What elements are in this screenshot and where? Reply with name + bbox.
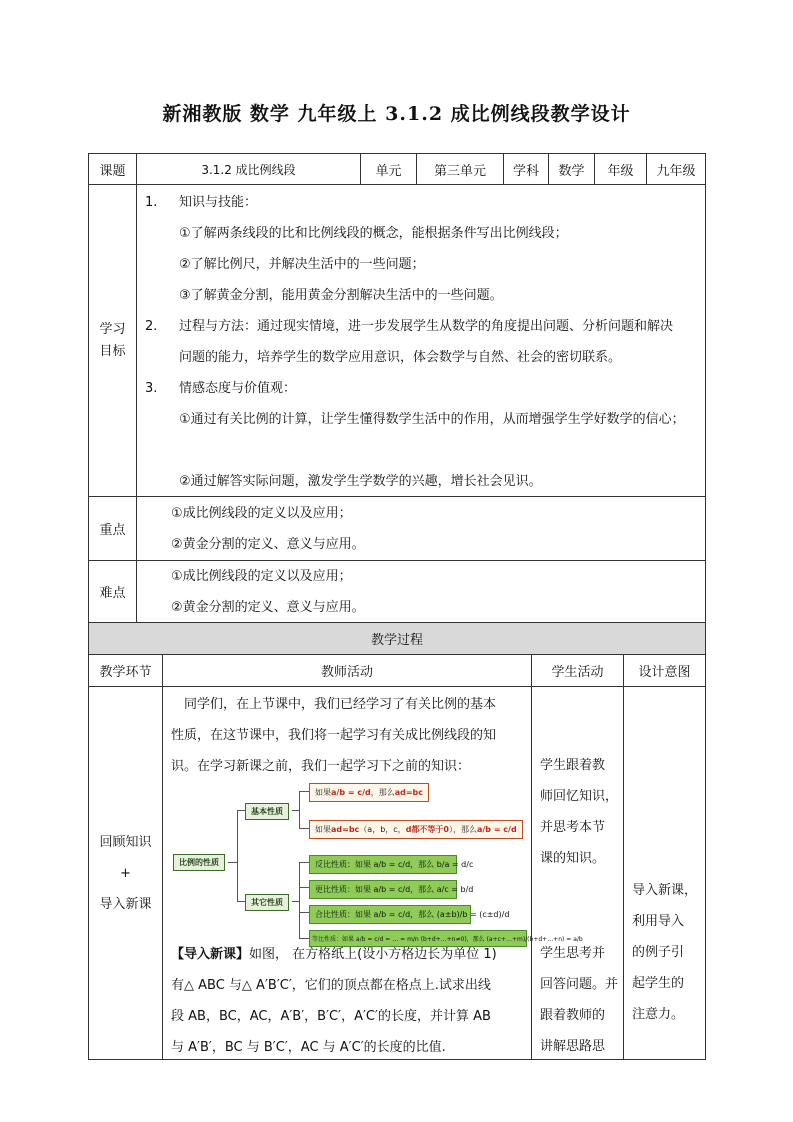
keypoints-content — [136, 496, 706, 561]
teacher-intro-line: 同学们，在上节课中，我们已经学习了有关比例的基本 — [184, 697, 497, 712]
new-lesson-line: 段 AB，BC，AC，A′B′，B′C′，A′C′的长度，并计算 AB — [171, 1009, 491, 1024]
stage-cell — [88, 686, 163, 1060]
goals-label-line2: 目标 — [99, 343, 126, 359]
student-line: 回答问题。并 — [540, 977, 619, 992]
intent-line: 的例子引 — [632, 945, 685, 960]
mindmap-root: 比例的性质 — [173, 854, 225, 871]
new-lesson-line: 与 A′B′，BC 与 B′C′，AC 与 A′C′的长度的比值. — [171, 1040, 446, 1055]
goal-item-text: ①了解两条线段的比和比例线段的概念，能根据条件写出比例线段； — [179, 226, 568, 241]
goal-item-number: 3. — [145, 381, 158, 396]
goal-item — [145, 187, 685, 218]
intent-cell — [623, 686, 706, 1060]
intent-line: 导入新课， — [632, 883, 698, 898]
goal-item-text: ②通过解答实际问题，激发学生学数学的兴趣，增长社会见识。 — [179, 474, 542, 489]
goal-item-number: 1. — [145, 195, 158, 210]
mm-result: ad=bc — [394, 788, 424, 797]
goals-content — [136, 184, 706, 497]
intent-line: 起学生的 — [632, 976, 685, 991]
col-stage: 教学环节 — [88, 654, 163, 687]
mindmap-basic-rule-2 — [309, 820, 523, 839]
goal-item-text: ②了解比例尺，并解决生活中的一些问题； — [179, 257, 425, 272]
subject-label: 学科 — [503, 153, 549, 185]
mindmap-other-rule: 合比性质：如果 a/b = c/d，那么 (a±b)/b = (c±d)/d — [309, 905, 471, 924]
student-line: 跟着教师的 — [540, 1008, 606, 1023]
student-line: 学生跟着教 — [540, 758, 606, 773]
keypoint-item: ①成比例线段的定义以及应用； — [171, 506, 352, 521]
topic-value: 3.1.2 成比例线段 — [136, 153, 361, 185]
mm-text: ），那么 — [448, 825, 477, 834]
goal-item — [145, 404, 685, 435]
mm-text: 如果 — [315, 788, 331, 797]
subject-value: 数学 — [548, 153, 595, 185]
grade-label: 年级 — [594, 153, 647, 185]
teacher-intro-line: 识。在学习新课之前，我们一起学习下之前的知识： — [171, 759, 471, 774]
student-line: 课的知识。 — [540, 851, 606, 866]
mindmap-other-rule: 更比性质：如果 a/b = c/d，那么 a/c = b/d — [309, 880, 457, 899]
mm-text: （a，b，c， — [359, 825, 406, 834]
goal-item-text: 情感态度与价值观： — [179, 381, 297, 396]
mm-cond: ad=bc — [331, 825, 360, 834]
student-cell — [531, 686, 624, 1060]
new-lesson-line: 如图， 在方格纸上(设小方格边长为单位 1) — [249, 947, 497, 962]
mm-result: a/b = c/d — [476, 825, 517, 834]
difficulty-item: ①成比例线段的定义以及应用； — [171, 569, 352, 584]
goals-label — [88, 184, 137, 497]
keypoint-item: ②黄金分割的定义、意义与应用。 — [171, 537, 365, 552]
goal-item — [145, 218, 685, 249]
mm-text: 如果 — [315, 825, 331, 834]
goal-item — [145, 342, 685, 373]
goals-list — [145, 187, 685, 497]
student-line: 学生思考并 — [540, 946, 606, 961]
goal-item-text: 知识与技能： — [179, 195, 258, 210]
mindmap-other-rule: 反比性质：如果 a/b = c/d，那么 b/a = d/c — [309, 855, 457, 874]
new-lesson-line: 有△ ABC 与△ A′B′C′，它们的顶点都在格点上.试求出线 — [171, 978, 491, 993]
stage-line: + — [120, 865, 131, 881]
new-lesson-tag: 【导入新课】 — [171, 947, 250, 962]
unit-label: 单元 — [360, 153, 417, 185]
intent-line: 注意力。 — [632, 1007, 685, 1022]
goal-item — [145, 249, 685, 280]
student-line: 师回忆知识， — [540, 789, 619, 804]
stage-line: 回顾知识 — [99, 834, 152, 850]
goal-item — [145, 311, 685, 342]
student-activity-2 — [540, 938, 620, 1062]
goal-item — [145, 373, 685, 404]
goal-item-text: ①通过有关比例的计算，让学生懂得数学生活中的作用，从而增强学生学好数学的信心； — [179, 412, 685, 427]
mm-cond: d都不等于0 — [405, 825, 449, 834]
goal-item-number: 2. — [145, 319, 158, 334]
difficulties-content — [136, 560, 706, 623]
goals-label-line1: 学习 — [99, 321, 126, 337]
mindmap-other-rule: 等比性质：如果 a/b = c/d = … = m/n (b+d+…+n≠0)，那么 (a+c+…+m)/(b+d+…+n) = a/b — [309, 930, 527, 947]
goal-item-text: ③了解黄金分割，能用黄金分割解决生活中的一些问题。 — [179, 288, 503, 303]
goal-item — [145, 435, 685, 466]
intent-line: 利用导入 — [632, 914, 685, 929]
teacher-new-lesson — [171, 939, 526, 1063]
student-line: 讲解思路思 — [540, 1039, 606, 1054]
col-teacher: 教师活动 — [162, 654, 532, 687]
col-student: 学生活动 — [531, 654, 624, 687]
topic-label: 课题 — [88, 153, 137, 185]
mm-text: ，那么 — [370, 788, 395, 797]
difficulty-item: ②黄金分割的定义、意义与应用。 — [171, 600, 365, 615]
keypoints-label: 重点 — [88, 496, 137, 561]
col-intent: 设计意图 — [623, 654, 706, 687]
unit-value: 第三单元 — [416, 153, 504, 185]
grade-value: 九年级 — [646, 153, 706, 185]
goal-item-text: 过程与方法：通过现实情境，进一步发展学生从数学的角度提出问题、分析问题和解决 — [179, 319, 674, 334]
mindmap-basic: 基本性质 — [245, 803, 289, 820]
mm-frac: a/b = c/d — [331, 788, 371, 797]
goal-item — [145, 280, 685, 311]
document-title: 新湘教版 数学 九年级上 3.1.2 成比例线段教学设计 — [162, 103, 631, 125]
goal-item — [145, 466, 685, 497]
teacher-intro-line: 性质，在这节课中，我们将一起学习有关成比例线段的知 — [171, 728, 497, 743]
intent-text — [632, 875, 704, 1030]
student-activity-1 — [540, 750, 620, 874]
mindmap-basic-rule-1 — [309, 783, 429, 802]
difficulties-label: 难点 — [88, 560, 137, 623]
stage-line: 导入新课 — [99, 896, 152, 912]
goal-item-text: 问题的能力，培养学生的数学应用意识，体会数学与自然、社会的密切联系。 — [179, 350, 622, 365]
student-line: 并思考本节 — [540, 820, 606, 835]
mindmap-other: 其它性质 — [245, 894, 289, 911]
process-heading: 教学过程 — [88, 622, 706, 655]
